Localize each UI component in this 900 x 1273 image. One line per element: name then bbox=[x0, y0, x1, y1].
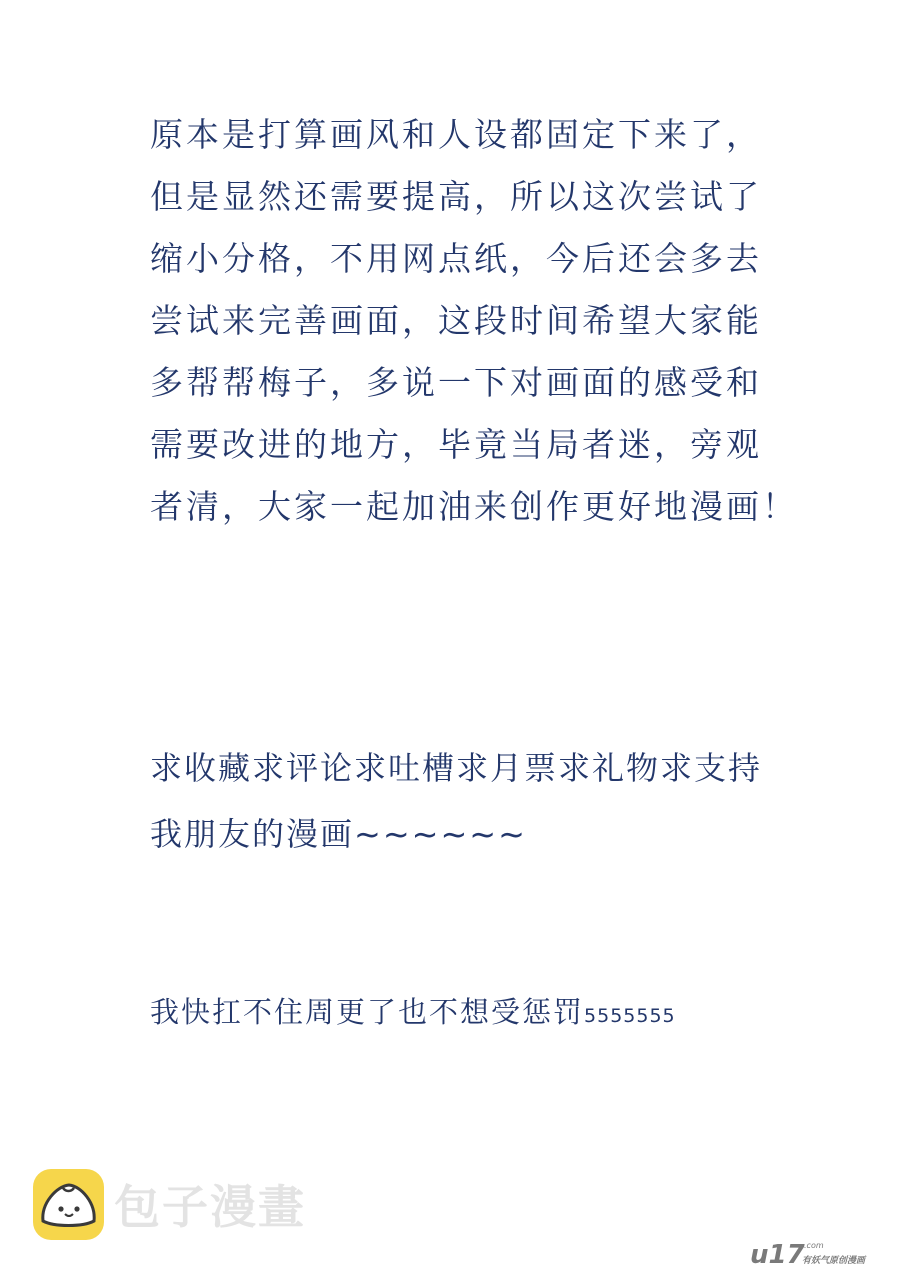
watermark bbox=[33, 1168, 306, 1240]
note-line: 者清，大家一起加油来创作更好地漫画！ bbox=[150, 487, 798, 526]
lament-line bbox=[150, 990, 676, 1038]
watermark-text: 包子漫畫 bbox=[114, 1180, 306, 1234]
note-line: 但是显然还需要提高，所以这次尝试了 bbox=[150, 177, 762, 216]
note-line: 缩小分格，不用网点纸，今后还会多去 bbox=[150, 239, 762, 278]
note-line: 尝试来完善画面，这段时间希望大家能 bbox=[150, 301, 762, 340]
support-plea bbox=[150, 735, 762, 867]
lament-suffix: 5555555 bbox=[584, 1005, 676, 1027]
steamed-bun-icon bbox=[33, 1169, 104, 1240]
steamed-bun-icon-graphic bbox=[33, 1169, 104, 1240]
note-line: 多帮帮梅子，多说一下对画面的感受和 bbox=[150, 363, 762, 402]
plea-line: 求收藏求评论求吐槽求月票求礼物求支持 bbox=[150, 749, 763, 787]
author-note bbox=[150, 104, 798, 538]
u17-tagline: 有妖气原创漫画 bbox=[802, 1256, 866, 1266]
lament-text: 我快扛不住周更了也不想受惩罚 bbox=[150, 995, 585, 1029]
plea-line: 我朋友的漫画~~~~~~ bbox=[150, 815, 527, 853]
u17-domain: .com bbox=[804, 1241, 824, 1250]
u17-logo-text: u17 bbox=[750, 1240, 805, 1270]
note-line: 需要改进的地方，毕竟当局者迷，旁观 bbox=[150, 425, 762, 464]
u17-brand bbox=[750, 1240, 870, 1270]
note-line: 原本是打算画风和人设都固定下来了， bbox=[150, 115, 762, 154]
